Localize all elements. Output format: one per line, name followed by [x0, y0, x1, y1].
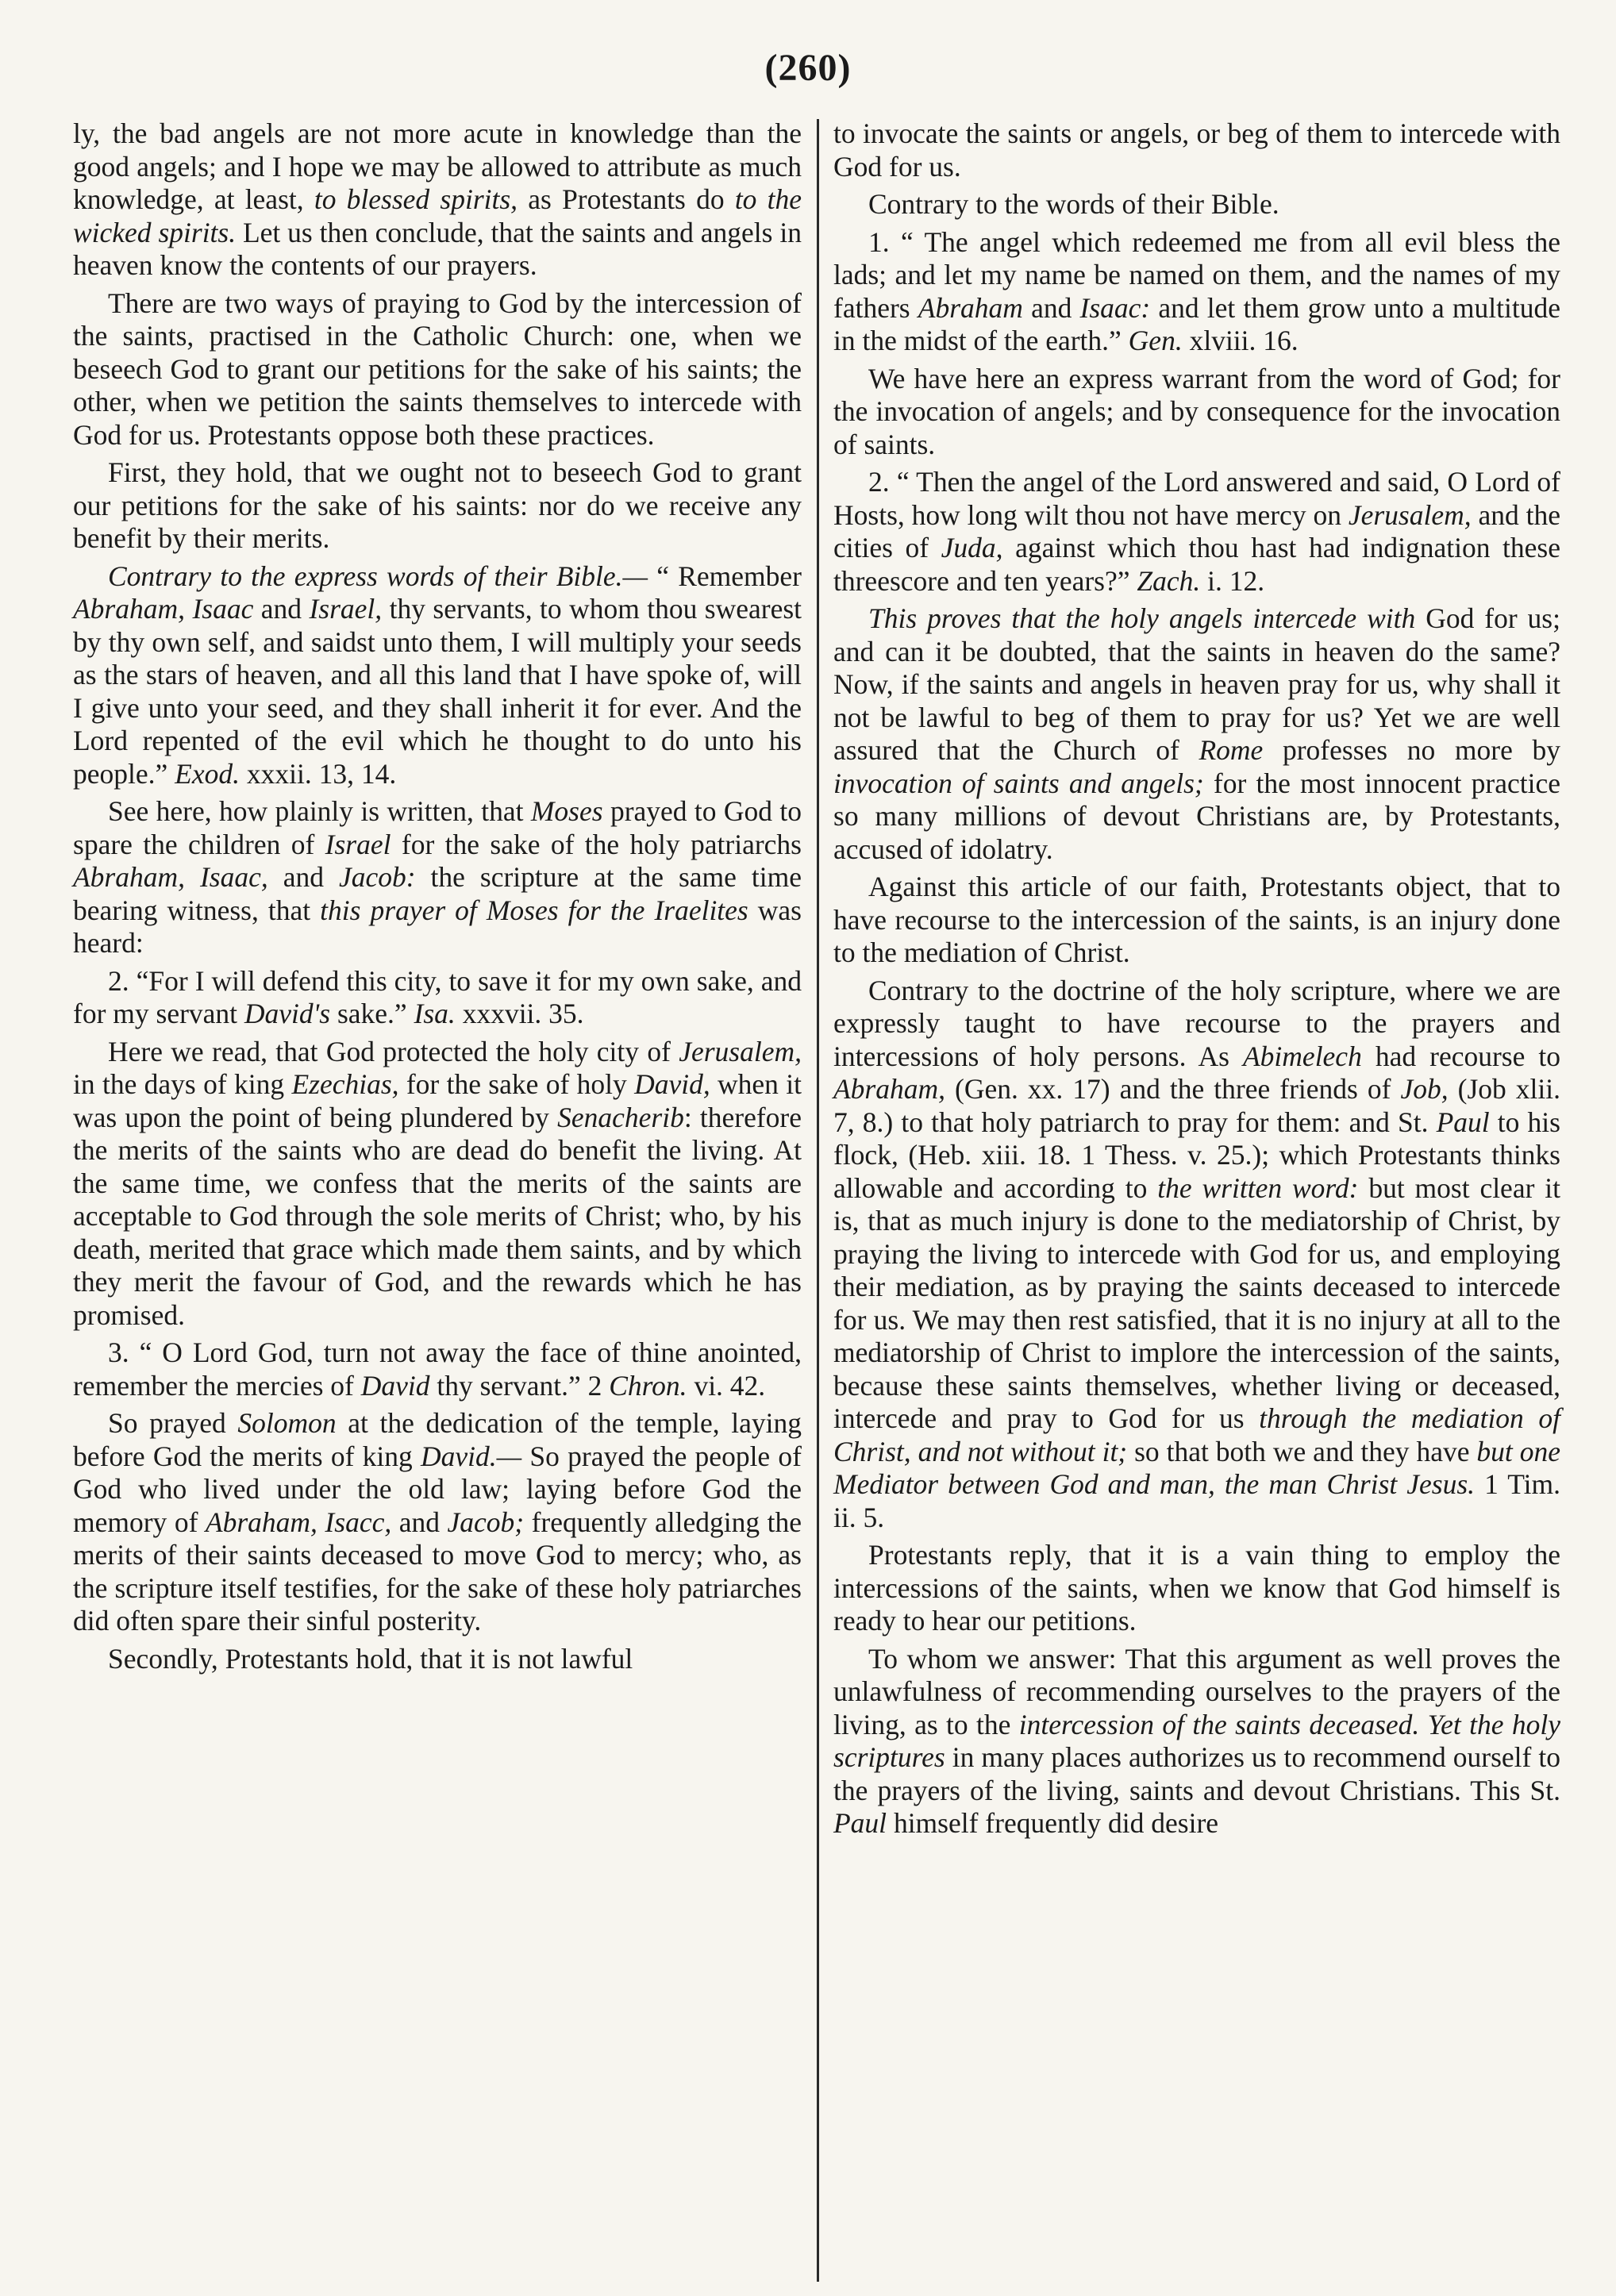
right-paragraph: [833, 117, 1560, 183]
text-run: against which thou hast had indignation these threescore and ten years?”: [833, 532, 1560, 597]
italic-text: Israel,: [309, 593, 383, 625]
text-run: himself frequently did desire: [887, 1807, 1219, 1839]
text-run: [1419, 1709, 1427, 1740]
text-run: at the dedication of the temple, laying before God the merits of king: [73, 1407, 802, 1472]
italic-text: Paul: [833, 1807, 887, 1839]
text-run: xlviii. 16.: [1182, 325, 1299, 356]
text-run: Secondly, Protestants hold, that it is not lawful: [108, 1642, 633, 1675]
right-paragraph: [833, 363, 1560, 462]
italic-text: Israel: [325, 828, 391, 860]
italic-text: David.—: [420, 1440, 522, 1472]
italic-text: Jacob:: [338, 861, 416, 893]
text-run: was heard:: [73, 894, 802, 959]
text-run: i. 12.: [1200, 564, 1265, 597]
left-paragraph: [73, 1407, 802, 1638]
text-run: Let us then conclude, that the saints and angels in heaven know the contents of our prayers.: [73, 216, 802, 281]
text-run: the scripture at the same time bearing witness, that: [73, 861, 802, 926]
left-paragraph: [73, 456, 802, 556]
italic-text: Abimelech: [1243, 1040, 1362, 1072]
text-run: (Job xlii. 7, 8.) to that holy patriarch to pray for them: and St.: [833, 1073, 1561, 1138]
right-paragraph: [833, 226, 1560, 358]
text-run: Against this article of our faith, Protestants object, that to have recourse to the intercession of the saints, is an injury done to the mediation of Christ.: [833, 871, 1560, 968]
italic-text: to blessed spirits,: [314, 183, 518, 215]
left-paragraph: [73, 965, 802, 1031]
text-run: to his flock, (Heb. xiii. 18. 1 Thess. v. 25.); which Protestants thinks allowable and according to: [833, 1106, 1560, 1204]
right-paragraph: [833, 602, 1560, 866]
italic-text: Ezechias,: [291, 1068, 399, 1100]
text-run: Here we read, that God protected the holy city of: [108, 1035, 679, 1067]
italic-text: Jacob;: [447, 1506, 525, 1538]
italic-text: Contrary to the express words of their Bible.—: [108, 560, 648, 592]
left-paragraph: [73, 1336, 802, 1402]
text-run: so that both we and they have: [1127, 1435, 1477, 1467]
italic-text: Juda,: [941, 532, 1003, 563]
text-run: for the most innocent practice so many millions of devout Christians are, by Protestants, accused of idolatry.: [833, 767, 1560, 865]
italic-text: Abraham, Isacc,: [205, 1506, 392, 1538]
text-run: So prayed: [108, 1407, 238, 1439]
text-run: to invocate the saints or angels, or beg of them to intercede with God for us.: [833, 117, 1560, 183]
italic-text: Moses: [530, 795, 603, 827]
italic-text: This proves that the holy angels intercede with: [868, 602, 1416, 634]
text-run: and the cities of: [833, 498, 1560, 563]
text-run: “ Remember: [648, 560, 802, 592]
text-run: ly, the bad angels are not more acute in knowledge than the good angels; and I hope we may be allowed to attribute as much knowledge, at least,: [73, 117, 802, 215]
text-run: So prayed the people of God who lived under the old law; laying before God the memory of: [73, 1440, 802, 1538]
italic-text: David: [360, 1369, 430, 1402]
text-run: xxxii. 13, 14.: [239, 757, 397, 790]
text-run: There are two ways of praying to God by the intercession of the saints, practised in the Catholic Church: one, when we beseech God to grant our petitions for the sake of his saints; the other, when we petition the saints themselves to intercede with God for us. Protestants oppose both these practices.: [73, 287, 802, 451]
italic-text: Job,: [1400, 1073, 1449, 1105]
left-column: [73, 117, 802, 1680]
italic-text: invocation of saints and angels;: [833, 767, 1204, 799]
text-run: 2. “ Then the angel of the Lord answered and said, O Lord of Hosts, how long wilt thou not have mercy on: [833, 466, 1560, 531]
text-run: for the sake of holy: [398, 1068, 635, 1100]
left-paragraph: [73, 795, 802, 960]
text-run: prayed to God to spare the children of: [73, 795, 802, 860]
right-paragraph: [833, 975, 1560, 1535]
right-paragraph: [833, 1539, 1560, 1638]
left-paragraph: [73, 1643, 802, 1676]
italic-text: Abraham: [918, 291, 1023, 324]
italic-text: Zach.: [1137, 564, 1201, 597]
italic-text: Gen.: [1128, 325, 1183, 356]
italic-text: Abraham, Isaac,: [73, 861, 268, 893]
italic-text: to the wicked spirits.: [73, 183, 802, 248]
italic-text: Isa.: [414, 998, 456, 1029]
text-run: 3. “ O Lord God, turn not away the face of thine anointed, remember the mercies of: [73, 1336, 802, 1402]
text-run: We have here an express warrant from the word of God; for the invocation of angels; and by consequence for the invocation of saints.: [833, 362, 1560, 460]
text-run: 2. “For I will defend this city, to save it for my own sake, and for my servant: [73, 964, 802, 1029]
italic-text: Chron.: [609, 1369, 687, 1402]
text-run: in the days of king: [73, 1068, 292, 1100]
text-run: thy servant.” 2: [429, 1369, 610, 1402]
left-paragraph: [73, 560, 802, 791]
right-paragraph: [833, 466, 1560, 598]
text-run: in many places authorizes us to recommend ourself to the prayers of the living, saints and devout Christians. This St.: [833, 1741, 1560, 1806]
text-run: when it was upon the point of being plundered by: [73, 1068, 802, 1133]
text-run: and: [391, 1506, 448, 1538]
left-paragraph: [73, 287, 802, 452]
text-run: Contrary to the doctrine of the holy scripture, where we are expressly taught to have recourse to the prayers and intercessions of holy persons. As: [833, 974, 1560, 1072]
italic-text: but one Mediator between God and man, the man Christ Jesus.: [833, 1435, 1560, 1500]
text-run: Protestants reply, that it is a vain thing to employ the intercessions of the saints, when we know that God himself is ready to hear our petitions.: [833, 1539, 1560, 1636]
text-run: had recourse to: [1361, 1040, 1560, 1072]
italic-text: David's: [244, 998, 331, 1029]
text-run: and: [1022, 291, 1080, 324]
italic-text: Rome: [1199, 734, 1264, 766]
italic-text: Abraham, Isaac: [73, 593, 254, 625]
text-run: as Protestants do: [518, 183, 735, 215]
text-run: To whom we answer: That this argument as well proves the unlawfulness of recommending ourselves to the prayers of the living, as to the: [833, 1642, 1560, 1740]
italic-text: Yet the holy scriptures: [833, 1708, 1561, 1773]
text-run: : therefore the merits of the saints who are dead do benefit the living. At the same time, we confess that the merits of the saints are acceptable to God through the sole merits of Christ; who, by his death, merited that grace which made them saints, and by which they merit the favour of God, and the rewards which he has promised.: [73, 1101, 802, 1331]
italic-text: Senacherib: [557, 1101, 684, 1133]
page-number: (260): [764, 47, 852, 89]
italic-text: Jerusalem,: [679, 1035, 802, 1067]
text-run: Contrary to the words of their Bible.: [868, 188, 1279, 220]
italic-text: Paul: [1436, 1106, 1490, 1138]
text-run: professes no more by: [1263, 734, 1561, 766]
column-divider: [817, 119, 819, 2282]
text-run: and: [267, 861, 339, 893]
italic-text: Isaac:: [1079, 291, 1151, 324]
left-paragraph: [73, 1036, 802, 1333]
text-run: 1 Tim. ii. 5.: [833, 1468, 1560, 1533]
text-run: thy servants, to whom thou swearest by thy own self, and saidst unto them, I will multiply your seeds as the stars of heaven, and all this land that I have spoke of, will I give unto your seed, and they shall inherit it for ever. And the Lord repented of the evil which he thought to do unto his people.”: [73, 593, 802, 790]
text-run: sake.”: [330, 998, 414, 1029]
italic-text: David,: [634, 1068, 710, 1100]
right-paragraph: [833, 188, 1560, 221]
italic-text: this prayer of Moses for the Iraelites: [320, 894, 748, 926]
text-run: 1. “ The angel which redeemed me from all evil bless the lads; and let my name be named on them, and the names of my fathers: [833, 225, 1560, 324]
right-paragraph: [833, 1643, 1560, 1840]
left-paragraph: [73, 117, 802, 283]
italic-text: Exod.: [175, 757, 240, 790]
italic-text: Solomon: [237, 1407, 337, 1439]
text-run: God for us; and can it be doubted, that the saints in heaven do the same? Now, if the saints and angels in heaven pray for us, why shall it not be lawful to beg of them to pray for us? Yet we are well assured that the Church of: [833, 602, 1560, 766]
text-run: and let them grow unto a multitude in the midst of the earth.”: [833, 291, 1561, 356]
right-paragraph: [833, 871, 1560, 970]
text-run: and: [253, 593, 310, 625]
italic-text: Jerusalem,: [1348, 498, 1472, 531]
text-run: First, they hold, that we ought not to beseech God to grant our petitions for the sake of his saints: nor do we receive any benefit by their merits.: [73, 456, 802, 554]
text-run: for the sake of the holy patriarchs: [391, 828, 802, 860]
text-run: xxxvii. 35.: [455, 998, 584, 1029]
right-column: [833, 117, 1560, 1845]
text-run: but most clear it is, that as much injury is done to the mediatorship of Christ, by praying the living to intercede with God for us, and employing their mediation, as by praying the saints deceased to intercede for us. We may then rest satisfied, that it is no injury at all to the mediatorship of Christ to implore the intercession of the saints, because these saints themselves, whether living or deceased, intercede and pray to God for us: [833, 1171, 1560, 1434]
italic-text: through the mediation of Christ, and not without it;: [833, 1402, 1561, 1467]
italic-text: intercession of the saints deceased.: [1018, 1708, 1420, 1740]
text-run: (Gen. xx. 17) and the three friends of: [945, 1073, 1401, 1105]
italic-text: the written word:: [1157, 1171, 1359, 1204]
text-run: frequently alledging the merits of their saints deceased to move God to mercy; who, as the scripture itself testifies, for the sake of these holy patriarches did often spare their sinful posterity.: [73, 1506, 802, 1636]
text-run: See here, how plainly is written, that: [108, 795, 531, 827]
italic-text: Abraham,: [833, 1073, 946, 1105]
text-run: vi. 42.: [687, 1369, 766, 1402]
